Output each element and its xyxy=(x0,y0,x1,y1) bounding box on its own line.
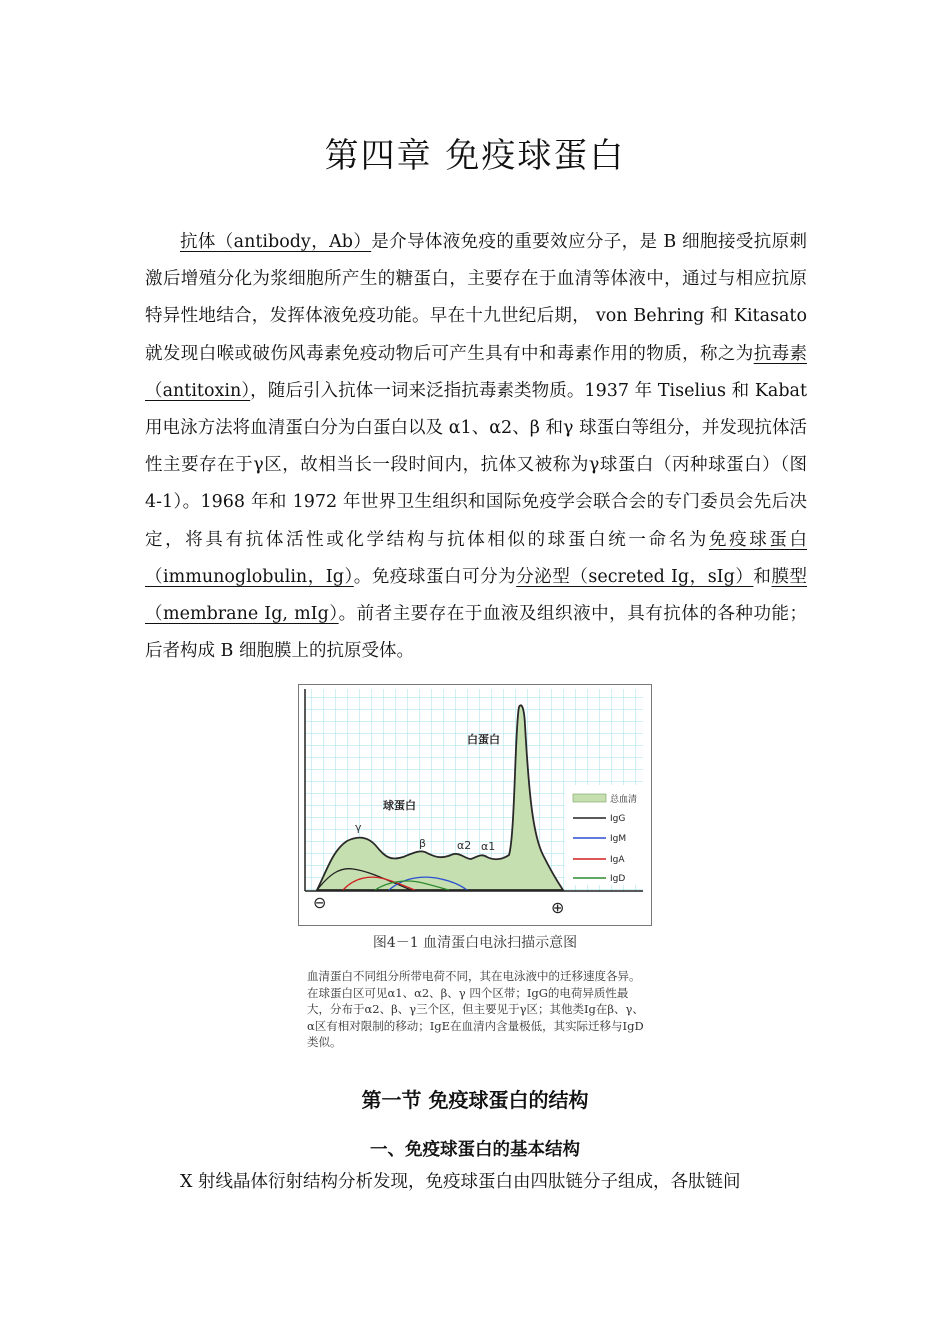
plus-electrode-icon: ⊕ xyxy=(551,898,565,917)
intro-text-1: 是介导体液免疫的重要效应分子，是 B 细胞接受抗原刺激后增殖分化为浆细胞所产生的糖蛋白，主要存在于血清等体液中，通过与相应抗原特异性地结合，发挥体液免疫功能。早在十九世纪后期， von Behring 和 Kitasato 就发现白喉或破伤风毒素免疫动物后可产生具有中和毒素作用的物质，称之为 xyxy=(145,232,807,364)
label-albumin: 白蛋白 xyxy=(467,733,500,746)
legend-total: 总血清 xyxy=(610,795,638,805)
label-alpha1: α1 xyxy=(481,840,496,853)
term-antibody: 抗体（antibody，Ab） xyxy=(180,232,372,252)
figure-caption: 图4－1 血清蛋白电泳扫描示意图 xyxy=(372,935,578,951)
electrophoresis-figure xyxy=(298,684,652,926)
label-alpha2: α2 xyxy=(457,839,472,852)
intro-text-2: ，随后引入抗体一词来泛指抗毒素类物质。1937 年 Tiselius 和 Kabat 用电泳方法将血清蛋白分为白蛋白以及 α1、α2、β 和γ 球蛋白等组分，并发现抗体活性主要存在于γ区，故相当长一段时间内，抗体又被称为γ球蛋白（丙种球蛋白）（图 4-1）。1968 年和 1972 年世界卫生组织和国际免疫学会联合会的专门委员会先后决定，将具有抗体活性或化学结构与抗体相似的球蛋白统一命名为 xyxy=(145,380,808,550)
legend-igd: IgD xyxy=(610,874,626,884)
legend-igg: IgG xyxy=(610,814,626,824)
term-membrane-ig: 膜型（membrane Ig, mIg） xyxy=(145,566,808,625)
chapter-title: 第四章 免疫球蛋白 xyxy=(324,136,626,176)
intro-text-4: 和 xyxy=(753,566,772,587)
label-globulin: 球蛋白 xyxy=(383,799,416,812)
intro-paragraph xyxy=(145,224,807,670)
intro-text-3: 。免疫球蛋白可分为 xyxy=(353,566,517,587)
legend-igm: IgM xyxy=(610,834,627,844)
legend-iga: IgA xyxy=(610,855,625,865)
structure-paragraph: X 射线晶体衍射结构分析发现，免疫球蛋白由四肽链分子组成，各肽链间 xyxy=(180,1172,741,1192)
term-immunoglobulin: 免疫球蛋白（immunoglobulin，Ig） xyxy=(145,529,807,587)
subsection-title: 一、免疫球蛋白的基本结构 xyxy=(370,1140,580,1160)
label-beta: β xyxy=(419,837,427,850)
label-gamma: γ xyxy=(355,821,362,834)
electrophoresis-diagram xyxy=(299,685,651,925)
intro-text-5: 。前者主要存在于血液及组织液中，具有抗体的各种功能；后者构成 B 细胞膜上的抗原受体。 xyxy=(145,604,808,662)
section-title: 第一节 免疫球蛋白的结构 xyxy=(361,1088,589,1112)
term-antitoxin: 抗毒素（antitoxin） xyxy=(145,343,808,401)
minus-electrode-icon: ⊖ xyxy=(313,893,327,912)
term-secreted-ig: 分泌型（secreted Ig，sIg） xyxy=(516,566,754,587)
figure-note: 血清蛋白不同组分所带电荷不同，其在电泳液中的迁移速度各异。在球蛋白区可见α1、α2、β、γ 四个区带；IgG的电荷异质性最大，分布于α2、β、γ三个区，但主要见于γ区；其他类Ig在β、γ、α区有相对限制的移动；IgE在血清内含量极低，其实际迁移与IgD类似。 xyxy=(307,969,644,1049)
legend-swatch-total xyxy=(573,794,606,802)
